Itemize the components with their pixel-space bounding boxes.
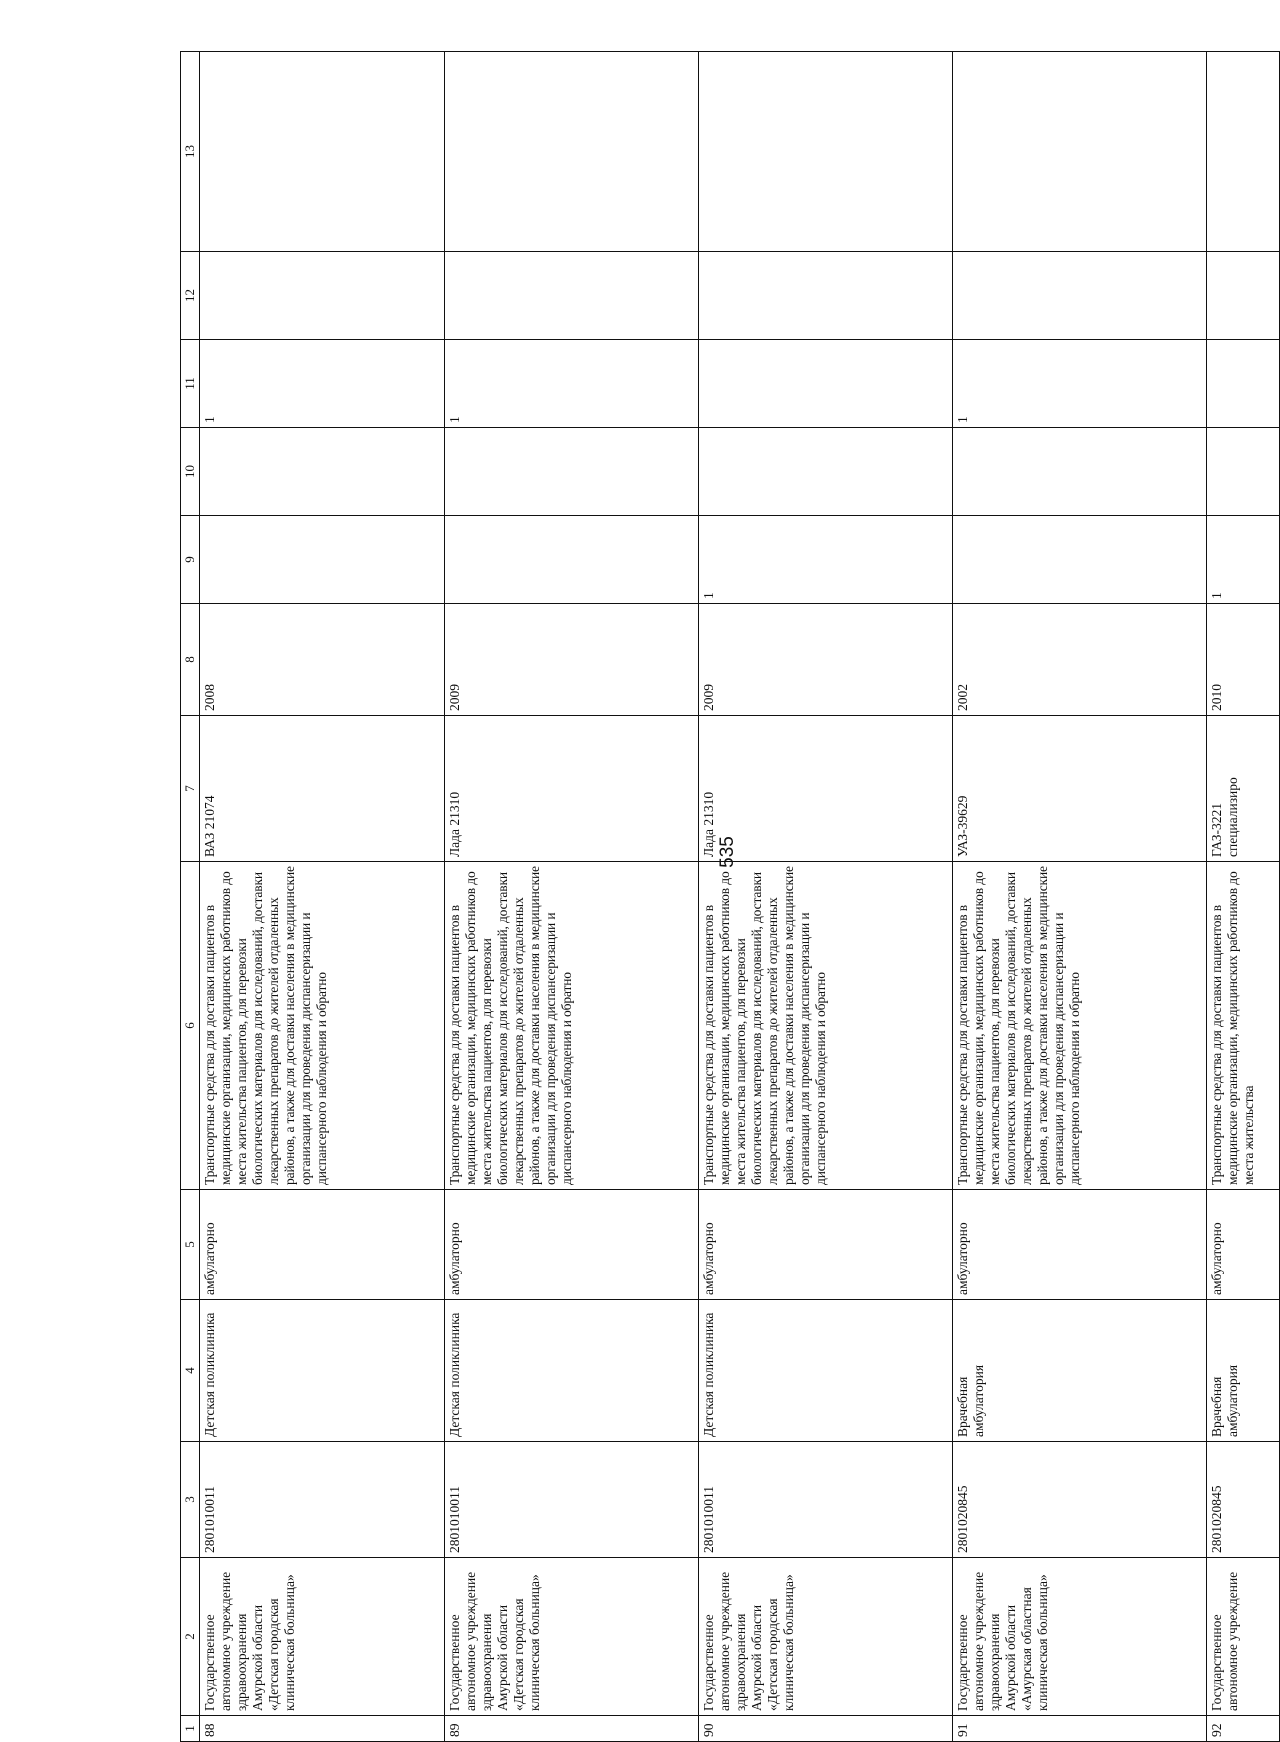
table-row: [444, 52, 698, 1742]
vehicle-purpose: Транспортные средства для доставки пациентов в медицинские организации, медицинских работников до места жительства: [1207, 862, 1280, 1190]
table-row: [698, 52, 952, 1742]
row-number: 90: [698, 1716, 952, 1742]
care-conditions: амбулаторно: [698, 1190, 952, 1300]
cell-col-10: [200, 428, 445, 516]
cell-col-10: [444, 428, 698, 516]
organization-name: Государственное автономное учреждение здравоохранения Амурской области «Детская городская клиническая больница»: [200, 1558, 445, 1716]
vehicle-model: УАЗ-39629: [953, 716, 1207, 862]
vehicle-model: ВАЗ 21074: [200, 716, 445, 862]
cell-col-12: [444, 252, 698, 340]
column-header: 13: [181, 52, 200, 252]
cell-col-10: [1207, 428, 1280, 516]
organization-code: 2801020845: [953, 1442, 1207, 1558]
cell-col-13: [698, 52, 952, 252]
cell-col-12: [698, 252, 952, 340]
care-conditions: амбулаторно: [953, 1190, 1207, 1300]
manufacture-year: 2010: [1207, 604, 1280, 716]
subdivision: Врачебная амбулатория: [953, 1300, 1207, 1442]
manufacture-year: 2009: [444, 604, 698, 716]
organization-name: Государственное автономное учреждение здравоохранения Амурской области «Амурская областная клиническая больница»: [953, 1558, 1207, 1716]
rotated-table-container: [180, 52, 1280, 1742]
subdivision: Детская поликлиника: [200, 1300, 445, 1442]
cell-col-10: [953, 428, 1207, 516]
organization-code: 2801010011: [200, 1442, 445, 1558]
table-row: [953, 52, 1207, 1742]
cell-col-12: [200, 252, 445, 340]
care-conditions: амбулаторно: [1207, 1190, 1280, 1300]
manufacture-year: 2008: [200, 604, 445, 716]
organization-code: 2801010011: [698, 1442, 952, 1558]
organization-name: Государственное автономное учреждение здравоохранения Амурской области «Детская городская клиническая больница»: [444, 1558, 698, 1716]
subdivision: Детская поликлиника: [698, 1300, 952, 1442]
organization-name: Государственное автономное учреждение: [1207, 1558, 1280, 1716]
cell-col-12: [1207, 252, 1280, 340]
row-number: 92: [1207, 1716, 1280, 1742]
cell-col-13: [953, 52, 1207, 252]
column-header: 2: [181, 1558, 200, 1716]
subdivision: Врачебная амбулатория: [1207, 1300, 1280, 1442]
table-row: [1207, 52, 1280, 1742]
header-row: [181, 52, 200, 1742]
vehicle-purpose: Транспортные средства для доставки пациентов в медицинские организации, медицинских работников до места жительства пациентов, для перевозки биологических материалов для исследований, доставки лекарственных препаратов до жителей отдаленных районов, а также для доставки населения в медицинские организации для проведения диспансеризации и диспансерного наблюдения и обратно: [953, 862, 1207, 1190]
column-header: 4: [181, 1300, 200, 1442]
organization-name: Государственное автономное учреждение здравоохранения Амурской области «Детская городская клиническая больница»: [698, 1558, 952, 1716]
manufacture-year: 2002: [953, 604, 1207, 716]
cell-col-10: [698, 428, 952, 516]
cell-col-12: [953, 252, 1207, 340]
organization-code: 2801010011: [444, 1442, 698, 1558]
cell-col-9: [953, 516, 1207, 604]
registry-table: [180, 51, 1280, 1742]
cell-col-11: 1: [200, 340, 445, 428]
vehicle-model: Лада 21310: [698, 716, 952, 862]
cell-col-9: 1: [1207, 516, 1280, 604]
column-header: 12: [181, 252, 200, 340]
row-number: 91: [953, 1716, 1207, 1742]
care-conditions: амбулаторно: [200, 1190, 445, 1300]
cell-col-11: [1207, 340, 1280, 428]
cell-col-9: [200, 516, 445, 604]
page-number: 535: [717, 836, 738, 868]
cell-col-13: [1207, 52, 1280, 252]
subdivision: Детская поликлиника: [444, 1300, 698, 1442]
column-header: 8: [181, 604, 200, 716]
row-number: 88: [200, 1716, 445, 1742]
column-header: 9: [181, 516, 200, 604]
column-header: 5: [181, 1190, 200, 1300]
cell-col-11: [698, 340, 952, 428]
column-header: 6: [181, 862, 200, 1190]
cell-col-9: [444, 516, 698, 604]
cell-col-13: [200, 52, 445, 252]
vehicle-purpose: Транспортные средства для доставки пациентов в медицинские организации, медицинских работников до места жительства пациентов, для перевозки биологических материалов для исследований, доставки лекарственных препаратов до жителей отдаленных районов, а также для доставки населения в медицинские организации для проведения диспансеризации и диспансерного наблюдения и обратно: [200, 862, 445, 1190]
column-header: 11: [181, 340, 200, 428]
manufacture-year: 2009: [698, 604, 952, 716]
vehicle-model: Лада 21310: [444, 716, 698, 862]
vehicle-purpose: Транспортные средства для доставки пациентов в медицинские организации, медицинских работников до места жительства пациентов, для перевозки биологических материалов для исследований, доставки лекарственных препаратов до жителей отдаленных районов, а также для доставки населения в медицинские организации для проведения диспансеризации и диспансерного наблюдения и обратно: [444, 862, 698, 1190]
column-header: 10: [181, 428, 200, 516]
cell-col-11: 1: [444, 340, 698, 428]
column-header: 3: [181, 1442, 200, 1558]
table-row: [200, 52, 445, 1742]
cell-col-13: [444, 52, 698, 252]
cell-col-9: 1: [698, 516, 952, 604]
organization-code: 2801020845: [1207, 1442, 1280, 1558]
column-header: 7: [181, 716, 200, 862]
vehicle-model: ГАЗ-3221 специализиро: [1207, 716, 1280, 862]
column-header: 1: [181, 1716, 200, 1742]
row-number: 89: [444, 1716, 698, 1742]
vehicle-purpose: Транспортные средства для доставки пациентов в медицинские организации, медицинских работников до места жительства пациентов, для перевозки биологических материалов для исследований, доставки лекарственных препаратов до жителей отдаленных районов, а также для доставки населения в медицинские организации для проведения диспансеризации и диспансерного наблюдения и обратно: [698, 862, 952, 1190]
care-conditions: амбулаторно: [444, 1190, 698, 1300]
cell-col-11: 1: [953, 340, 1207, 428]
